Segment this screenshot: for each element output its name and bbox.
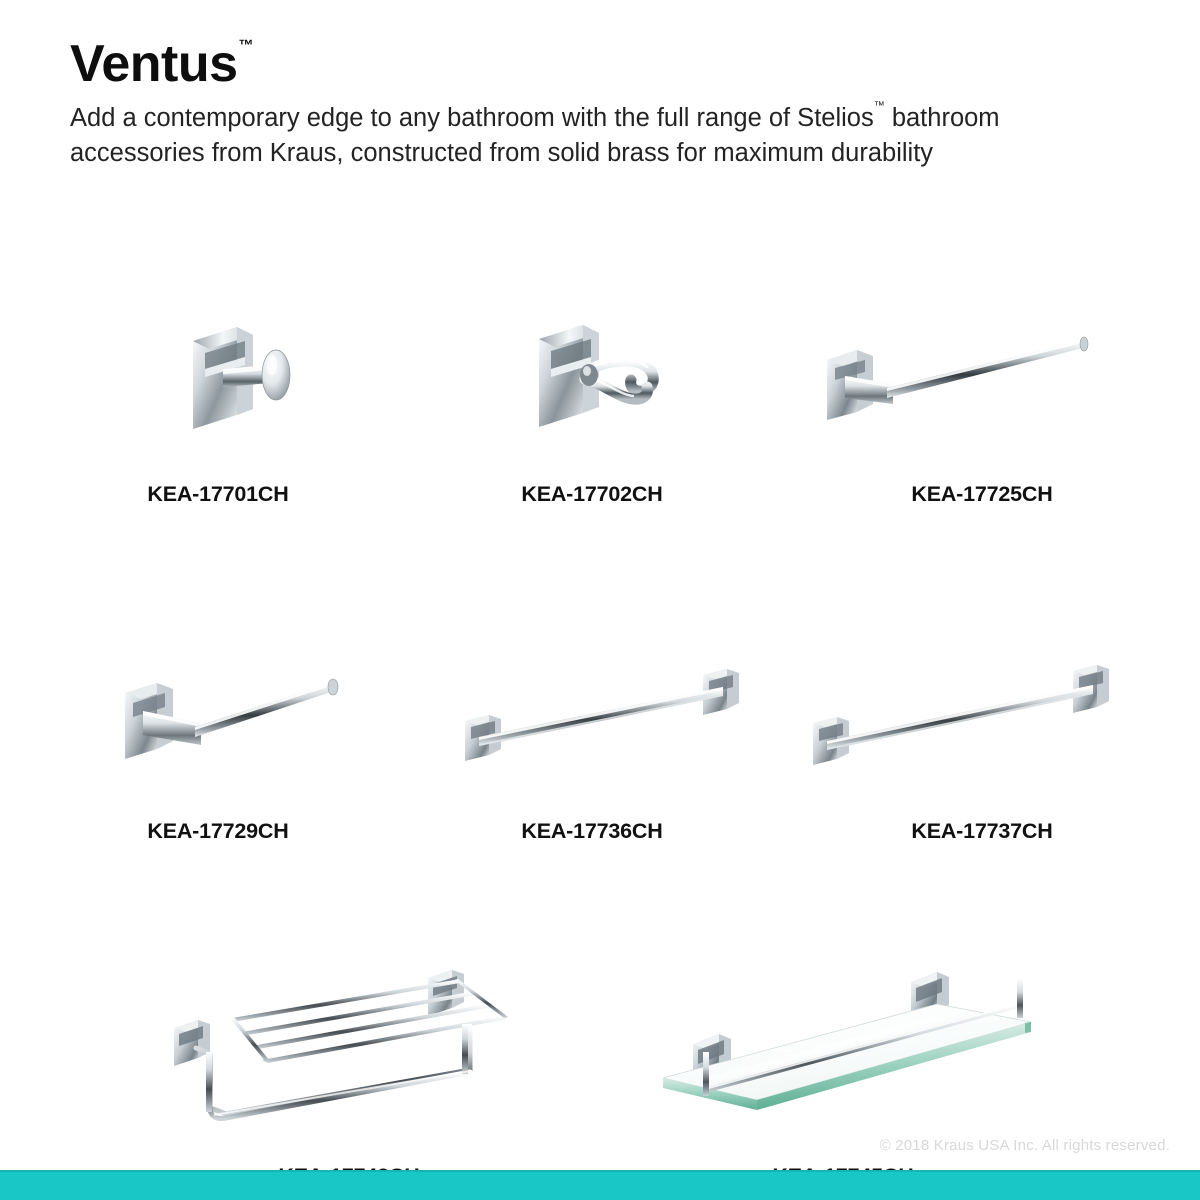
product-sku: KEA-17702CH	[521, 482, 663, 506]
product-sku: KEA-17737CH	[911, 819, 1053, 843]
product-image-towel-bar-24in	[780, 637, 1140, 787]
product-cell-towel-bar-18in[interactable]	[420, 637, 780, 844]
product-sku: KEA-17701CH	[147, 482, 289, 506]
product-cell-double-robe-hook[interactable]	[420, 300, 780, 507]
stelios-trademark-symbol: ™	[873, 99, 885, 112]
product-image-double-robe-hook	[420, 300, 780, 450]
footer-accent-bar	[0, 1170, 1200, 1200]
product-cell-towel-bar-single-post[interactable]	[780, 300, 1140, 507]
product-image-towel-bar-18in	[420, 637, 780, 787]
robe-hook-icon	[175, 313, 305, 438]
product-image-hotel-towel-rack	[110, 952, 600, 1142]
product-cell-toilet-paper-holder[interactable]	[60, 637, 420, 844]
double-robe-hook-icon	[525, 313, 675, 438]
product-cell-robe-hook[interactable]	[60, 300, 420, 507]
product-sku: KEA-17725CH	[911, 482, 1053, 506]
toilet-paper-holder-icon	[115, 657, 365, 767]
product-row-2	[0, 637, 1200, 844]
header	[70, 35, 1140, 171]
product-image-robe-hook	[60, 300, 420, 450]
tagline-part-1: Add a contemporary edge to any bathroom with the full range of Stelios	[70, 104, 874, 133]
page-title	[70, 35, 254, 93]
glass-shelf-icon	[645, 960, 1045, 1135]
copyright-notice: © 2018 Kraus USA Inc. All rights reserved.	[879, 1137, 1170, 1154]
brand-name: Ventus	[70, 35, 238, 93]
product-image-towel-bar-single-post	[780, 300, 1140, 450]
product-sku: KEA-17729CH	[147, 819, 289, 843]
trademark-symbol: ™	[238, 36, 254, 54]
hotel-towel-rack-icon	[170, 962, 540, 1132]
towel-bar-single-post-icon	[815, 320, 1105, 430]
tagline	[70, 101, 1110, 171]
product-image-toilet-paper-holder	[60, 637, 420, 787]
product-cell-towel-bar-24in[interactable]	[780, 637, 1140, 844]
product-image-glass-shelf	[600, 952, 1090, 1142]
product-sku: KEA-17736CH	[521, 819, 663, 843]
product-grid	[0, 300, 1200, 1189]
towel-bar-24in-icon	[805, 655, 1115, 770]
product-row-1	[0, 300, 1200, 507]
towel-bar-18in-icon	[455, 657, 745, 767]
tagline-part-2: bathroom accessories from Kraus, constructed from solid brass for maximum durability	[70, 104, 1000, 168]
product-cell-hotel-towel-rack[interactable]	[110, 952, 600, 1189]
